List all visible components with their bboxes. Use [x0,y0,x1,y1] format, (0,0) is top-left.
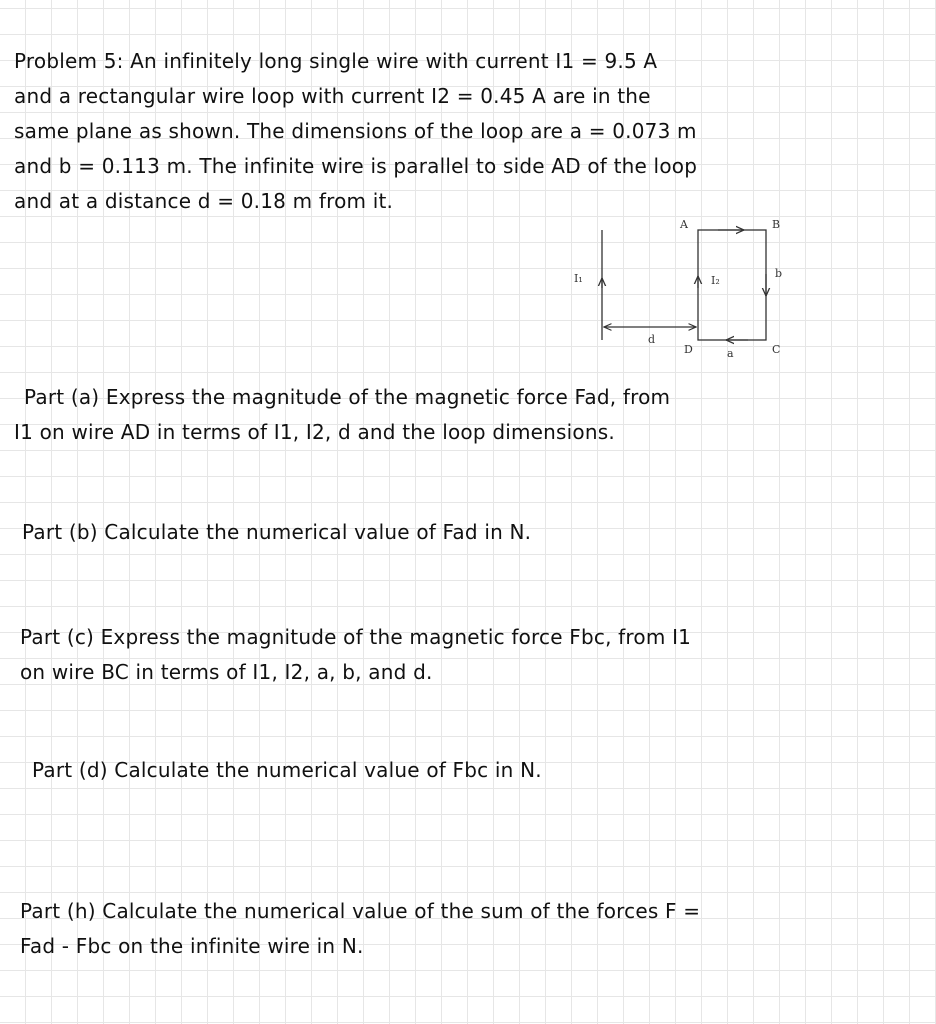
problem-line: and at a distance d = 0.18 m from it. [14,189,394,213]
label-D: D [684,343,693,356]
label-B: B [772,218,781,231]
label-C: C [772,343,781,356]
part-c-line: Part (c) Express the magnitude of the magnetic force Fbc, from I1 [20,625,692,649]
label-a: a [727,347,734,360]
part-h [20,894,700,964]
label-d: d [648,333,656,346]
part-h-line: Part (h) Calculate the numerical value of the sum of the forces F = [20,899,701,923]
part-d [32,753,542,788]
part-c [20,620,691,690]
rectangular-loop [698,230,766,340]
part-a-line: I1 on wire AD in terms of I1, I2, d and the loop dimensions. [14,420,615,444]
part-d-line: Part (d) Calculate the numerical value of Fbc in N. [32,758,542,782]
label-b: b [775,267,783,280]
wire-loop-diagram [560,212,800,362]
part-h-line: Fad - Fbc on the infinite wire in N. [20,934,364,958]
part-b [22,515,531,550]
part-c-line: on wire BC in terms of I1, I2, a, b, and d. [20,660,433,684]
label-A: A [680,218,688,231]
problem-statement [14,44,697,219]
part-b-line: Part (b) Calculate the numerical value of Fad in N. [22,520,532,544]
part-a-line: Part (a) Express the magnitude of the magnetic force Fad, from [24,385,671,409]
problem-line: same plane as shown. The dimensions of the loop are a = 0.073 m [14,119,697,143]
problem-line: Problem 5: An infinitely long single wire with current I1 = 9.5 A [14,49,658,73]
problem-line: and a rectangular wire loop with current I2 = 0.45 A are in the [14,84,651,108]
part-a [14,380,670,450]
label-I1: I₁ [574,272,583,285]
label-I2: I₂ [711,274,720,287]
problem-line: and b = 0.113 m. The infinite wire is parallel to side AD of the loop [14,154,698,178]
